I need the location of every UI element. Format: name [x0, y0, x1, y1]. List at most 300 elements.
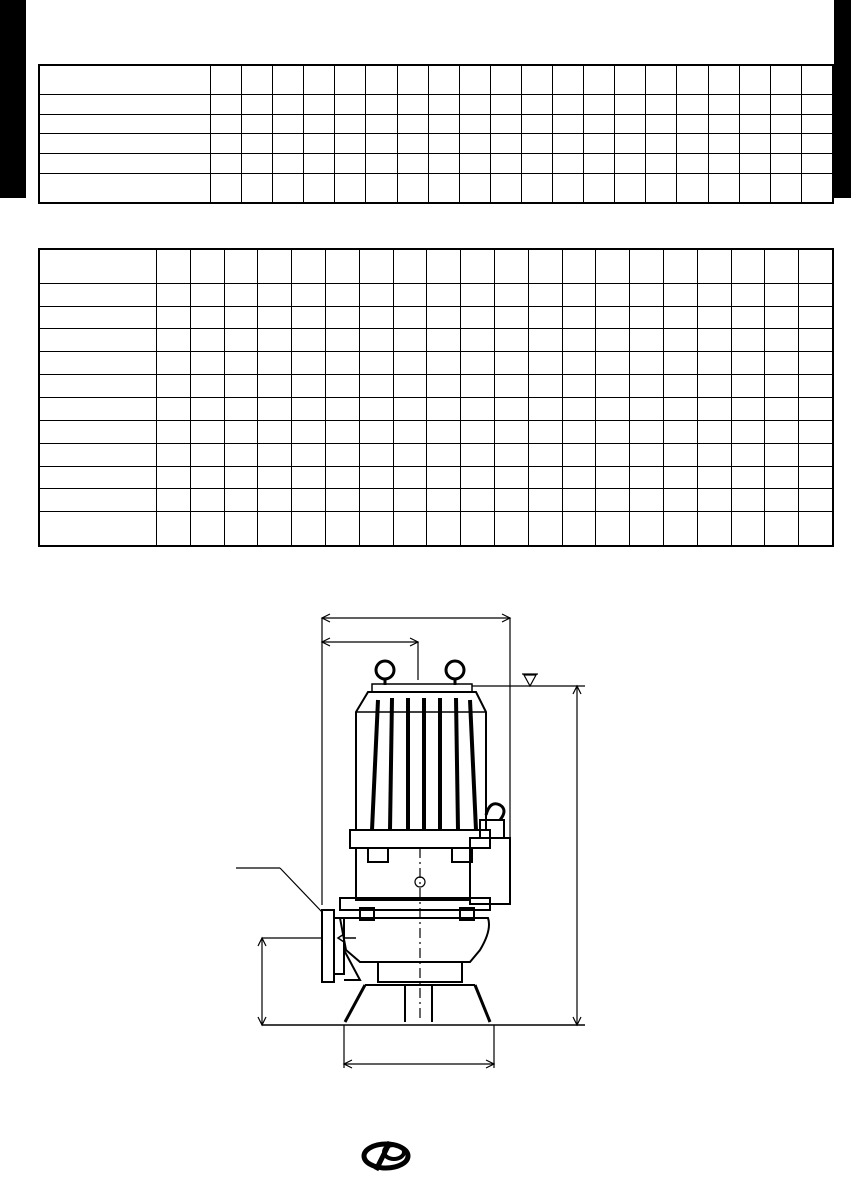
table-2-value-cell — [562, 443, 596, 466]
table-1-value-cell — [615, 173, 646, 203]
table-2-value-cell — [697, 443, 731, 466]
table-2-value-cell — [461, 489, 495, 512]
table-1-value-cell — [335, 154, 366, 174]
table-1-label-cell — [39, 134, 211, 154]
table-2-value-cell — [157, 397, 191, 420]
table-2-value-cell — [359, 249, 393, 283]
table-2-value-cell — [630, 352, 664, 375]
table-1-value-cell — [242, 95, 273, 115]
table-2-value-cell — [359, 420, 393, 443]
table-1-value-cell — [739, 114, 770, 134]
table-2-value-cell — [596, 352, 630, 375]
table-1-value-cell — [770, 65, 801, 95]
table-1-value-cell — [739, 154, 770, 174]
pump-dimension-drawing — [0, 560, 851, 1100]
table-2-value-cell — [427, 283, 461, 306]
table-2-value-cell — [393, 283, 427, 306]
table-2-value-cell — [799, 512, 833, 546]
table-2-value-cell — [292, 306, 326, 329]
table-2-value-cell — [427, 306, 461, 329]
table-1-value-cell — [801, 114, 833, 134]
table-2-value-cell — [157, 489, 191, 512]
table-1-value-cell — [553, 134, 584, 154]
table-2-value-cell — [663, 397, 697, 420]
table-1-value-cell — [304, 173, 335, 203]
table-1-value-cell — [646, 154, 677, 174]
table-2-value-cell — [359, 489, 393, 512]
table-2-value-cell — [292, 249, 326, 283]
table-1-value-cell — [739, 134, 770, 154]
table-2-row — [39, 512, 833, 546]
table-1-value-cell — [211, 114, 242, 134]
table-1-value-cell — [677, 134, 708, 154]
table-1-value-cell — [366, 95, 397, 115]
table-2-value-cell — [663, 352, 697, 375]
table-2-value-cell — [630, 443, 664, 466]
table-2-value-cell — [731, 512, 765, 546]
table-2-value-cell — [765, 329, 799, 352]
table-2-value-cell — [157, 375, 191, 398]
table-2-value-cell — [630, 512, 664, 546]
table-2-value-cell — [494, 306, 528, 329]
table-2-row — [39, 420, 833, 443]
brand-logo-icon — [358, 1138, 418, 1174]
table-2-value-cell — [157, 512, 191, 546]
table-2-value-cell — [427, 443, 461, 466]
table-2-value-cell — [799, 283, 833, 306]
table-2-value-cell — [157, 249, 191, 283]
table-2-value-cell — [157, 306, 191, 329]
table-2-value-cell — [528, 443, 562, 466]
table-2-value-cell — [765, 249, 799, 283]
table-1-value-cell — [521, 114, 552, 134]
table-2-value-cell — [663, 443, 697, 466]
table-2-value-cell — [157, 466, 191, 489]
table-2-value-cell — [596, 466, 630, 489]
table-2-value-cell — [799, 249, 833, 283]
table-2-value-cell — [292, 420, 326, 443]
table-1-value-cell — [521, 173, 552, 203]
table-2-value-cell — [224, 443, 258, 466]
table-2-value-cell — [292, 512, 326, 546]
table-1-row — [39, 173, 833, 203]
table-1-value-cell — [335, 173, 366, 203]
table-2-value-cell — [157, 420, 191, 443]
table-2-value-cell — [663, 306, 697, 329]
table-1-value-cell — [708, 95, 739, 115]
table-2-value-cell — [258, 352, 292, 375]
table-2-value-cell — [190, 352, 224, 375]
table-2-value-cell — [427, 352, 461, 375]
table-2-value-cell — [494, 329, 528, 352]
table-2-value-cell — [224, 420, 258, 443]
table-2-value-cell — [461, 249, 495, 283]
table-1-value-cell — [459, 154, 490, 174]
table-1-value-cell — [646, 65, 677, 95]
table-1-value-cell — [304, 134, 335, 154]
table-2-value-cell — [596, 283, 630, 306]
table-1-value-cell — [428, 95, 459, 115]
table-2-value-cell — [630, 489, 664, 512]
table-2-value-cell — [393, 375, 427, 398]
table-1-value-cell — [366, 134, 397, 154]
table-2-value-cell — [731, 466, 765, 489]
table-1-value-cell — [770, 134, 801, 154]
table-2-value-cell — [325, 375, 359, 398]
table-2-value-cell — [799, 306, 833, 329]
table-2-value-cell — [663, 466, 697, 489]
table-2-row — [39, 306, 833, 329]
table-2-value-cell — [190, 306, 224, 329]
table-2-value-cell — [393, 329, 427, 352]
table-2-value-cell — [427, 375, 461, 398]
table-2-value-cell — [393, 397, 427, 420]
table-2-value-cell — [494, 352, 528, 375]
table-1-value-cell — [304, 154, 335, 174]
table-1-value-cell — [459, 173, 490, 203]
table-2-value-cell — [427, 249, 461, 283]
table-2-value-cell — [224, 352, 258, 375]
table-1-value-cell — [646, 114, 677, 134]
table-1-value-cell — [428, 173, 459, 203]
table-2-value-cell — [731, 443, 765, 466]
table-1-value-cell — [490, 134, 521, 154]
table-1-value-cell — [677, 154, 708, 174]
table-1-value-cell — [708, 134, 739, 154]
table-2-row — [39, 466, 833, 489]
table-2-value-cell — [799, 489, 833, 512]
table-2-value-cell — [393, 466, 427, 489]
table-1-value-cell — [366, 65, 397, 95]
table-2-value-cell — [630, 306, 664, 329]
table-2-value-cell — [292, 329, 326, 352]
table-1-value-cell — [708, 114, 739, 134]
table-2-value-cell — [461, 375, 495, 398]
table-2-value-cell — [427, 329, 461, 352]
table-2-value-cell — [799, 466, 833, 489]
right-thumb-tab — [834, 0, 851, 198]
table-2-value-cell — [630, 329, 664, 352]
table-1-label-cell — [39, 95, 211, 115]
table-2-value-cell — [731, 352, 765, 375]
table-2-value-cell — [596, 443, 630, 466]
table-1-value-cell — [801, 173, 833, 203]
table-2-value-cell — [393, 249, 427, 283]
table-2-value-cell — [325, 329, 359, 352]
table-2-row — [39, 249, 833, 283]
spec-table-top — [38, 64, 834, 204]
table-2-value-cell — [494, 397, 528, 420]
table-2-value-cell — [528, 329, 562, 352]
table-1-value-cell — [739, 173, 770, 203]
table-2-value-cell — [765, 375, 799, 398]
table-2-value-cell — [190, 249, 224, 283]
table-1-value-cell — [708, 173, 739, 203]
table-2-value-cell — [799, 443, 833, 466]
table-2-value-cell — [190, 375, 224, 398]
table-2-value-cell — [799, 352, 833, 375]
table-2-value-cell — [393, 443, 427, 466]
table-1-value-cell — [397, 95, 428, 115]
table-2-value-cell — [224, 466, 258, 489]
table-2-value-cell — [731, 489, 765, 512]
table-2-value-cell — [799, 329, 833, 352]
table-2-value-cell — [359, 306, 393, 329]
table-2-value-cell — [630, 466, 664, 489]
table-1-value-cell — [273, 154, 304, 174]
table-1-value-cell — [770, 154, 801, 174]
table-1-value-cell — [770, 114, 801, 134]
table-1-value-cell — [304, 65, 335, 95]
table-2-value-cell — [562, 420, 596, 443]
table-2-value-cell — [190, 397, 224, 420]
table-2-value-cell — [224, 489, 258, 512]
table-2-row — [39, 443, 833, 466]
table-1-value-cell — [801, 134, 833, 154]
table-1-value-cell — [646, 95, 677, 115]
table-1-value-cell — [397, 134, 428, 154]
table-2-value-cell — [562, 329, 596, 352]
table-2-value-cell — [765, 420, 799, 443]
table-2-value-cell — [697, 466, 731, 489]
table-1-value-cell — [584, 114, 615, 134]
table-1-value-cell — [366, 114, 397, 134]
table-2-value-cell — [224, 512, 258, 546]
table-2-value-cell — [359, 443, 393, 466]
table-2-value-cell — [258, 466, 292, 489]
table-1-value-cell — [584, 173, 615, 203]
table-1-value-cell — [273, 95, 304, 115]
table-2-value-cell — [596, 489, 630, 512]
table-2-value-cell — [528, 466, 562, 489]
table-1-value-cell — [428, 154, 459, 174]
table-1-value-cell — [801, 65, 833, 95]
table-1-value-cell — [428, 114, 459, 134]
table-2-value-cell — [224, 397, 258, 420]
table-2-value-cell — [562, 466, 596, 489]
table-2-value-cell — [596, 329, 630, 352]
table-2-value-cell — [765, 352, 799, 375]
table-1-value-cell — [615, 95, 646, 115]
table-2-value-cell — [765, 283, 799, 306]
table-2-value-cell — [325, 397, 359, 420]
table-2-value-cell — [359, 466, 393, 489]
table-1-value-cell — [553, 114, 584, 134]
table-2-value-cell — [359, 352, 393, 375]
spec-table-dimensions — [38, 248, 834, 547]
table-2-value-cell — [325, 306, 359, 329]
table-2-value-cell — [494, 420, 528, 443]
table-2-value-cell — [663, 489, 697, 512]
table-1-value-cell — [397, 173, 428, 203]
table-2-value-cell — [663, 420, 697, 443]
table-1-value-cell — [211, 65, 242, 95]
table-2-value-cell — [697, 329, 731, 352]
table-2-value-cell — [494, 375, 528, 398]
table-2-value-cell — [528, 512, 562, 546]
table-1-value-cell — [739, 95, 770, 115]
table-2-value-cell — [224, 249, 258, 283]
table-2-value-cell — [494, 249, 528, 283]
table-2-value-cell — [258, 306, 292, 329]
table-2-value-cell — [190, 512, 224, 546]
table-1-value-cell — [584, 95, 615, 115]
table-2-value-cell — [562, 397, 596, 420]
table-1-row — [39, 154, 833, 174]
table-2-value-cell — [393, 489, 427, 512]
table-2-value-cell — [461, 283, 495, 306]
table-1-value-cell — [521, 65, 552, 95]
table-2-label-cell — [39, 443, 157, 466]
table-2-value-cell — [494, 512, 528, 546]
table-2-value-cell — [292, 443, 326, 466]
table-2-label-cell — [39, 466, 157, 489]
table-2-value-cell — [359, 283, 393, 306]
table-2-label-cell — [39, 306, 157, 329]
table-2-value-cell — [765, 443, 799, 466]
table-2-value-cell — [596, 306, 630, 329]
table-2-value-cell — [325, 283, 359, 306]
table-2-value-cell — [258, 512, 292, 546]
table-2-value-cell — [325, 443, 359, 466]
table-2-value-cell — [562, 512, 596, 546]
table-2-value-cell — [596, 375, 630, 398]
table-1-value-cell — [428, 65, 459, 95]
table-1-value-cell — [553, 95, 584, 115]
table-1-value-cell — [459, 114, 490, 134]
table-2-value-cell — [663, 375, 697, 398]
table-1-value-cell — [584, 154, 615, 174]
table-2-value-cell — [562, 249, 596, 283]
table-2-value-cell — [157, 283, 191, 306]
table-1-value-cell — [646, 134, 677, 154]
table-2-value-cell — [292, 397, 326, 420]
table-2-value-cell — [292, 466, 326, 489]
table-1-label-cell — [39, 173, 211, 203]
table-1-row — [39, 114, 833, 134]
table-2-value-cell — [596, 512, 630, 546]
table-2-value-cell — [461, 466, 495, 489]
table-1-label-cell — [39, 65, 211, 95]
table-2-value-cell — [494, 466, 528, 489]
table-2-value-cell — [528, 420, 562, 443]
table-2-value-cell — [427, 489, 461, 512]
table-2-value-cell — [494, 443, 528, 466]
table-2-value-cell — [697, 375, 731, 398]
table-2-value-cell — [427, 397, 461, 420]
table-2-value-cell — [799, 375, 833, 398]
table-1-value-cell — [677, 65, 708, 95]
table-2-label-cell — [39, 329, 157, 352]
table-2-value-cell — [157, 329, 191, 352]
table-2-value-cell — [562, 352, 596, 375]
table-2-value-cell — [325, 249, 359, 283]
table-2-value-cell — [799, 420, 833, 443]
table-1-value-cell — [304, 95, 335, 115]
table-2-value-cell — [461, 512, 495, 546]
table-2-value-cell — [528, 306, 562, 329]
table-2-label-cell — [39, 283, 157, 306]
table-2-value-cell — [596, 397, 630, 420]
table-2-label-cell — [39, 512, 157, 546]
table-1-value-cell — [242, 154, 273, 174]
table-1-value-cell — [366, 173, 397, 203]
table-2-value-cell — [630, 283, 664, 306]
table-2-label-cell — [39, 249, 157, 283]
table-1-value-cell — [770, 95, 801, 115]
table-2-value-cell — [663, 283, 697, 306]
table-1-value-cell — [584, 134, 615, 154]
table-1-value-cell — [428, 134, 459, 154]
table-2-value-cell — [461, 352, 495, 375]
table-1-value-cell — [335, 114, 366, 134]
table-2-value-cell — [596, 249, 630, 283]
table-1-value-cell — [708, 65, 739, 95]
table-2-value-cell — [731, 283, 765, 306]
table-2-value-cell — [461, 329, 495, 352]
table-2-value-cell — [224, 306, 258, 329]
table-2-value-cell — [731, 397, 765, 420]
table-2-value-cell — [157, 352, 191, 375]
table-2-value-cell — [731, 249, 765, 283]
table-2-value-cell — [359, 397, 393, 420]
table-1-value-cell — [490, 173, 521, 203]
table-2-value-cell — [393, 352, 427, 375]
table-1-value-cell — [615, 65, 646, 95]
table-1-value-cell — [521, 134, 552, 154]
table-1-value-cell — [211, 154, 242, 174]
table-2-value-cell — [325, 489, 359, 512]
table-2-value-cell — [528, 397, 562, 420]
table-1-value-cell — [304, 114, 335, 134]
table-1-value-cell — [646, 173, 677, 203]
table-1-row — [39, 65, 833, 95]
table-2-row — [39, 375, 833, 398]
table-2-value-cell — [461, 443, 495, 466]
table-2-value-cell — [325, 352, 359, 375]
table-1-value-cell — [335, 65, 366, 95]
table-1-value-cell — [521, 154, 552, 174]
table-2-value-cell — [258, 489, 292, 512]
table-2-value-cell — [292, 375, 326, 398]
table-2-value-cell — [292, 352, 326, 375]
table-1-value-cell — [490, 95, 521, 115]
table-1-value-cell — [801, 95, 833, 115]
table-2-value-cell — [292, 283, 326, 306]
table-2-value-cell — [697, 352, 731, 375]
table-2-value-cell — [461, 420, 495, 443]
table-1-value-cell — [584, 65, 615, 95]
table-1-value-cell — [459, 65, 490, 95]
table-1-value-cell — [459, 134, 490, 154]
table-2-value-cell — [190, 420, 224, 443]
table-2-value-cell — [731, 375, 765, 398]
table-2-value-cell — [799, 397, 833, 420]
table-2-value-cell — [765, 397, 799, 420]
table-2-value-cell — [258, 283, 292, 306]
table-2-value-cell — [393, 512, 427, 546]
table-1-value-cell — [273, 114, 304, 134]
table-2-value-cell — [224, 329, 258, 352]
table-1-row — [39, 134, 833, 154]
table-2-value-cell — [359, 512, 393, 546]
table-2-row — [39, 489, 833, 512]
table-1-value-cell — [397, 114, 428, 134]
table-2-value-cell — [697, 420, 731, 443]
table-1-value-cell — [211, 134, 242, 154]
table-1-value-cell — [708, 154, 739, 174]
table-2-value-cell — [258, 397, 292, 420]
